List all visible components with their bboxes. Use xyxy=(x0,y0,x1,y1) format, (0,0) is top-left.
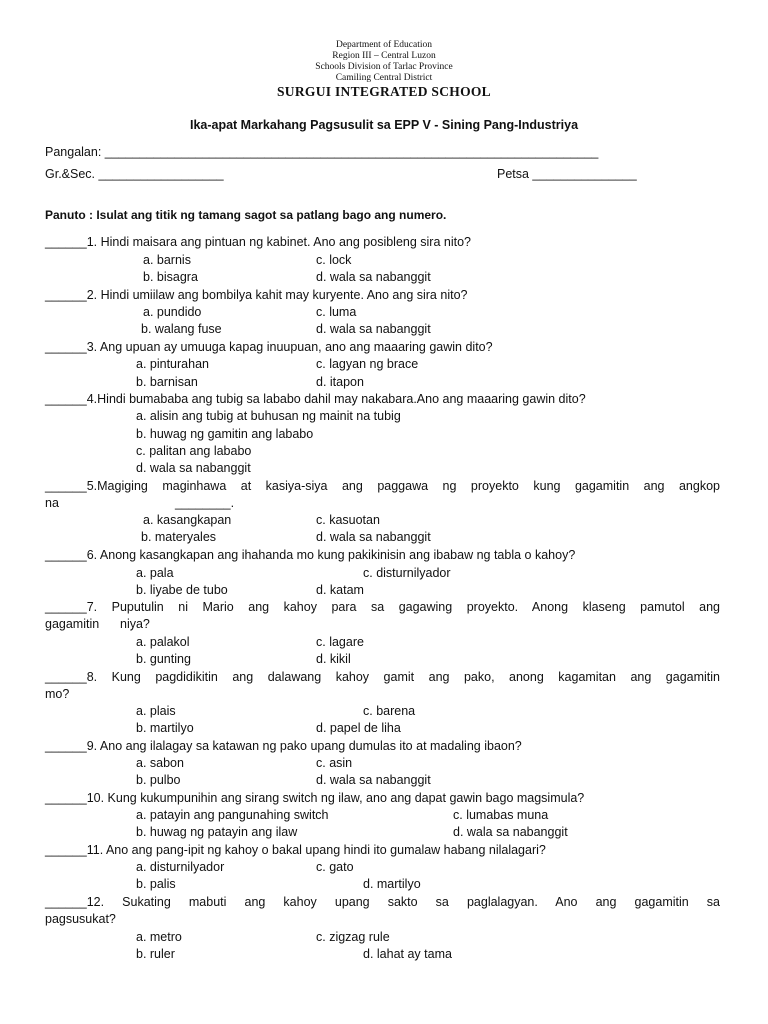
q10-option-c: c. lumabas muna xyxy=(453,808,549,822)
q3-option-c: c. lagyan ng brace xyxy=(316,357,419,371)
exam-title: Ika-apat Markahang Pagsusulit sa EPP V - Sining Pang-Industriya xyxy=(189,118,579,132)
q2-option-a: a. pundido xyxy=(143,305,202,319)
q5-option-a: a. kasangkapan xyxy=(143,513,232,527)
grade-section-field[interactable]: Gr.&Sec. __________________ xyxy=(45,167,224,181)
q2-option-c: c. luma xyxy=(316,305,357,319)
q12-option-c: c. zigzag rule xyxy=(316,930,390,944)
q6-option-b: b. liyabe de tubo xyxy=(136,583,228,597)
region-line: Region III – Central Luzon xyxy=(332,51,436,61)
q8-option-a: a. plais xyxy=(136,704,176,718)
question-10: ______10. Kung kukumpunihin ang sirang switch ng ilaw, ano ang dapat gawin bago magsimula? xyxy=(45,791,585,805)
q12-option-a: a. metro xyxy=(136,930,182,944)
q1-option-b: b. bisagra xyxy=(143,270,198,284)
q8-option-c: c. barena xyxy=(363,704,416,718)
q7-option-a: a. palakol xyxy=(136,635,190,649)
q2-option-d: d. wala sa nabanggit xyxy=(316,322,431,336)
question-7: ______7. Puputulin ni Mario ang kahoy para sa gagawing proyekto. Anong klaseng pamutol ang xyxy=(45,600,720,614)
q9-option-a: a. sabon xyxy=(136,756,184,770)
q7-option-d: d. kikil xyxy=(316,652,351,666)
q1-option-c: c. lock xyxy=(316,253,352,267)
question-12: ______12. Sukating mabuti ang kahoy upang sakto sa paglalagyan. Ano ang gagamitin sa xyxy=(45,895,720,909)
q9-option-d: d. wala sa nabanggit xyxy=(316,773,431,787)
question-5-continued: na xyxy=(45,496,59,510)
instructions: Panuto : Isulat ang titik ng tamang sagot sa patlang bago ang numero. xyxy=(45,208,447,222)
q11-option-c: c. gato xyxy=(316,860,354,874)
q6-option-a: a. pala xyxy=(136,566,174,580)
q5-option-c: c. kasuotan xyxy=(316,513,380,527)
question-11: ______11. Ano ang pang-ipit ng kahoy o bakal upang hindi ito gumalaw habang nilalagari? xyxy=(45,843,546,857)
q11-option-a: a. disturnilyador xyxy=(136,860,225,874)
q12-option-b: b. ruler xyxy=(136,947,175,961)
question-4: ______4.Hindi bumababa ang tubig sa lababo dahil may nakabara.Ano ang maaaring gawin dito? xyxy=(45,392,586,406)
q12-option-d: d. lahat ay tama xyxy=(363,947,452,961)
q7-option-b: b. gunting xyxy=(136,652,191,666)
question-5-blank: ________. xyxy=(175,496,235,510)
q2-option-b: b. walang fuse xyxy=(141,322,222,336)
q8-option-b: b. martilyo xyxy=(136,721,194,735)
q7-option-c: c. lagare xyxy=(316,635,364,649)
q6-option-d: d. katam xyxy=(316,583,364,597)
question-8-continued: mo? xyxy=(45,687,70,701)
q4-option-d: d. wala sa nabanggit xyxy=(136,461,251,475)
question-1: ______1. Hindi maisara ang pintuan ng kabinet. Ano ang posibleng sira nito? xyxy=(45,235,472,249)
date-field[interactable]: Petsa _______________ xyxy=(497,167,637,181)
q4-option-c: c. palitan ang lababo xyxy=(136,444,252,458)
question-2: ______2. Hindi umiilaw ang bombilya kahit may kuryente. Ano ang sira nito? xyxy=(45,288,468,302)
q8-option-d: d. papel de liha xyxy=(316,721,401,735)
q5-option-d: d. wala sa nabanggit xyxy=(316,530,431,544)
q1-option-a: a. barnis xyxy=(143,253,191,267)
q1-option-d: d. wala sa nabanggit xyxy=(316,270,431,284)
q3-option-b: b. barnisan xyxy=(136,375,198,389)
school-name: SURGUI INTEGRATED SCHOOL xyxy=(277,84,491,99)
q10-option-d: d. wala sa nabanggit xyxy=(453,825,568,839)
q4-option-a: a. alisin ang tubig at buhusan ng mainit na tubig xyxy=(136,409,401,423)
q9-option-c: c. asin xyxy=(316,756,353,770)
q9-option-b: b. pulbo xyxy=(136,773,181,787)
q3-option-d: d. itapon xyxy=(316,375,364,389)
question-7-continued-2: niya? xyxy=(120,617,150,631)
q6-option-c: c. disturnilyador xyxy=(363,566,451,580)
question-6: ______6. Anong kasangkapan ang ihahanda mo kung pakikinisin ang ibabaw ng tabla o kahoy? xyxy=(45,548,576,562)
q11-option-d: d. martilyo xyxy=(363,877,421,891)
question-12-continued: pagsusukat? xyxy=(45,912,116,926)
district-line: Camiling Central District xyxy=(335,73,433,83)
question-8: ______8. Kung pagdidikitin ang dalawang kahoy gamit ang pako, anong kagamitan ang gagamitin xyxy=(45,670,720,684)
q5-option-b: b. materyales xyxy=(141,530,217,544)
question-9: ______9. Ano ang ilalagay sa katawan ng pako upang dumulas ito at madaling ibaon? xyxy=(45,739,522,753)
q4-option-b: b. huwag ng gamitin ang lababo xyxy=(136,427,314,441)
question-5: ______5.Magiging maginhawa at kasiya-siya ang paggawa ng proyekto kung gagamitin ang angkop xyxy=(45,479,720,493)
q10-option-b: b. huwag ng patayin ang ilaw xyxy=(136,825,298,839)
q3-option-a: a. pinturahan xyxy=(136,357,209,371)
department-line: Department of Education xyxy=(335,40,433,50)
q10-option-a: a. patayin ang pangunahing switch xyxy=(136,808,329,822)
q11-option-b: b. palis xyxy=(136,877,176,891)
question-7-continued: gagamitin xyxy=(45,617,100,631)
question-3: ______3. Ang upuan ay umuuga kapag inuupuan, ano ang maaaring gawin dito? xyxy=(45,340,493,354)
division-line: Schools Division of Tarlac Province xyxy=(315,62,453,72)
name-field[interactable]: Pangalan: _______________________________________________________________________ xyxy=(45,145,599,159)
